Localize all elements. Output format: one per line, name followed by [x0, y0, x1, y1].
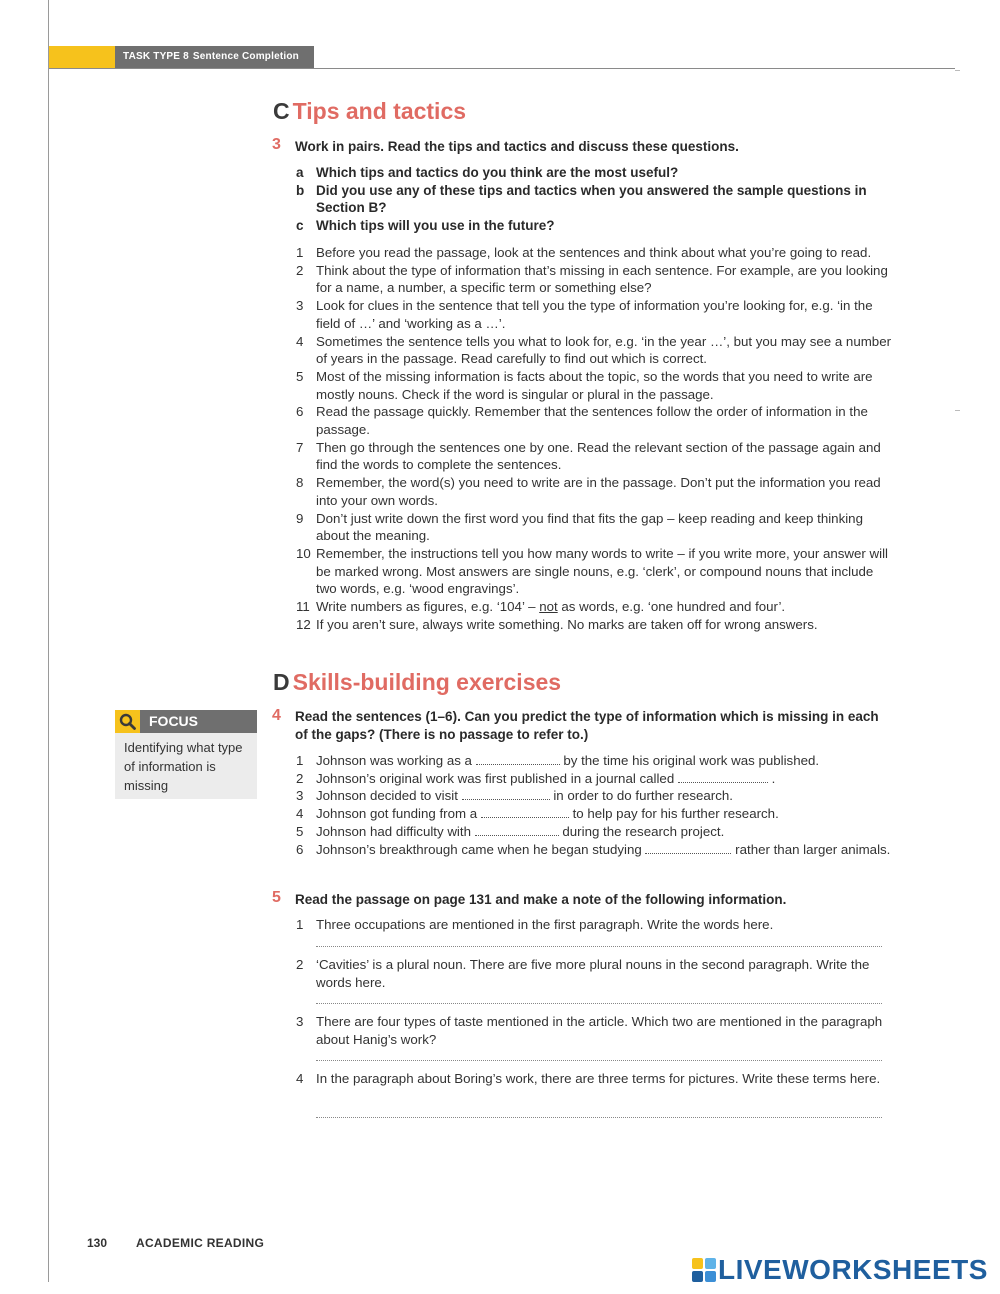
exercise-instruction: Read the passage on page 131 and make a note of the following information. [295, 892, 787, 907]
focus-text: Identifying what type of information is missing [124, 740, 243, 793]
list-item: 6 Johnson’s breakthrough came when he began studying rather than larger animals. [296, 841, 891, 857]
task-type-name: Sentence Completion [192, 51, 299, 62]
list-item: 11 Write numbers as figures, e.g. ‘104’ – not as words, e.g. ‘one hundred and four’. [296, 599, 786, 615]
note-item: 4 In the paragraph about Boring’s work, there are three terms for pictures. Write these terms here. [296, 1071, 881, 1086]
answer-gap[interactable] [678, 772, 768, 783]
focus-header [115, 710, 257, 733]
list-item: 4 Sometimes the sentence tells you what to look for, e.g. ‘in the year …’, but you may see a number of years in the passage. Read carefully to find out which is correct. [296, 333, 892, 367]
exercise-number: 3 [272, 136, 281, 153]
list-item: 5 Johnson had difficulty with during the research project. [296, 823, 725, 839]
list-item: 10 Remember, the instructions tell you how many words to write – if you write more, your answer will be marked wrong. Most answers are single nouns, e.g. ‘clerk’, or compound nouns that include two words, e.g. ‘wood engravings’. [296, 545, 888, 597]
note-item: 3 There are four types of taste mentioned in the article. Which two are mentioned in the paragraph about Hanig’s work? [296, 1014, 883, 1047]
section-title: Skills-building exercises [292, 669, 562, 695]
exercise-instruction: Work in pairs. Read the tips and tactics and discuss these questions. [295, 139, 739, 154]
liveworksheets-logo-icon [692, 1258, 716, 1282]
liveworksheets-brand: LIVEWORKSHEETS [718, 1254, 988, 1285]
answer-line[interactable] [316, 1003, 882, 1004]
answer-gap[interactable] [475, 825, 559, 836]
list-item: c Which tips will you use in the future? [296, 217, 555, 233]
exercise-number: 4 [272, 707, 281, 724]
note-item: 1 Three occupations are mentioned in the first paragraph. Write the words here. [296, 917, 774, 932]
answer-line[interactable] [316, 1060, 882, 1061]
crop-mark [955, 70, 960, 71]
crop-mark [955, 410, 960, 411]
list-item: a Which tips and tactics do you think are the most useful? [296, 165, 679, 180]
list-item: 12 If you aren’t sure, always write something. No marks are taken off for wrong answers. [296, 616, 818, 632]
list-item: 2 Johnson’s original work was first published in a journal called . [296, 770, 776, 786]
section-c-heading [273, 98, 466, 125]
list-item: 8 Remember, the word(s) you need to write are in the passage. Don’t put the information you read into your own words. [296, 475, 881, 508]
task-type-accent [49, 46, 115, 68]
list-item: 5 Most of the missing information is facts about the topic, so the words that you need to write are mostly nouns. Check if the word is singular or plural in the passage. [296, 368, 873, 402]
list-item: 6 Read the passage quickly. Remember that the sentences follow the order of information in the passage. [296, 404, 868, 438]
prediction-sentences [285, 752, 895, 858]
list-item: 7 Then go through the sentences one by one. Read the relevant section of the passage again and find the words to complete the sentences. [296, 439, 881, 473]
answer-gap[interactable] [462, 789, 550, 800]
answer-gap[interactable] [481, 807, 569, 818]
list-item: 1 Before you read the passage, look at the sentences and think about what you’re going to read. [296, 245, 872, 260]
task-type-band [115, 46, 314, 68]
answer-line[interactable] [316, 1117, 882, 1118]
section-title: Tips and tactics [292, 98, 467, 124]
section-letter: D [273, 669, 290, 695]
page-left-rule [48, 0, 49, 1282]
list-item: b Did you use any of these tips and tactics when you answered the sample questions in Section B? [296, 182, 867, 215]
note-item: 2 ‘Cavities’ is a plural noun. There are five more plural nouns in the second paragraph. Write the words here. [296, 957, 870, 990]
tips-list [285, 244, 895, 633]
footer-section: ACADEMIC READING [136, 1236, 265, 1250]
task-type-label: TASK TYPE 8 [123, 51, 189, 62]
list-item: 1 Johnson was working as a by the time his original work was published. [296, 753, 820, 768]
list-item: 3 Johnson decided to visit in order to do further research. [296, 788, 733, 804]
exercise-number: 5 [272, 889, 281, 906]
answer-gap[interactable] [645, 843, 731, 854]
section-d-heading [273, 669, 561, 696]
answer-gap[interactable] [476, 754, 560, 765]
list-item: 9 Don’t just write down the first word you find that fits the gap – keep reading and keep thinking about the meaning. [296, 510, 863, 544]
page-number: 130 [87, 1236, 108, 1250]
liveworksheets-watermark [692, 1254, 988, 1286]
answer-line[interactable] [316, 946, 882, 947]
section-letter: C [273, 98, 290, 124]
list-item: 2 Think about the type of information that’s missing in each sentence. For example, are you looking for a name, a number, a specific term or something else? [296, 262, 888, 296]
list-item: 4 Johnson got funding from a to help pay for his further research. [296, 806, 779, 822]
focus-box [115, 710, 257, 799]
discussion-questions [296, 164, 876, 234]
focus-accent [115, 710, 140, 733]
list-item: 3 Look for clues in the sentence that tell you the type of information you’re looking for, e.g. ‘in the field of …’ and ‘working as a …’. [296, 298, 873, 331]
exercise-instruction: Read the sentences (1–6). Can you predict the type of information which is missing in each of the gaps? (There is no passage to refer to.) [295, 709, 879, 742]
focus-label: FOCUS [149, 713, 198, 729]
header-rule [49, 68, 955, 69]
magnifier-icon [119, 713, 136, 730]
